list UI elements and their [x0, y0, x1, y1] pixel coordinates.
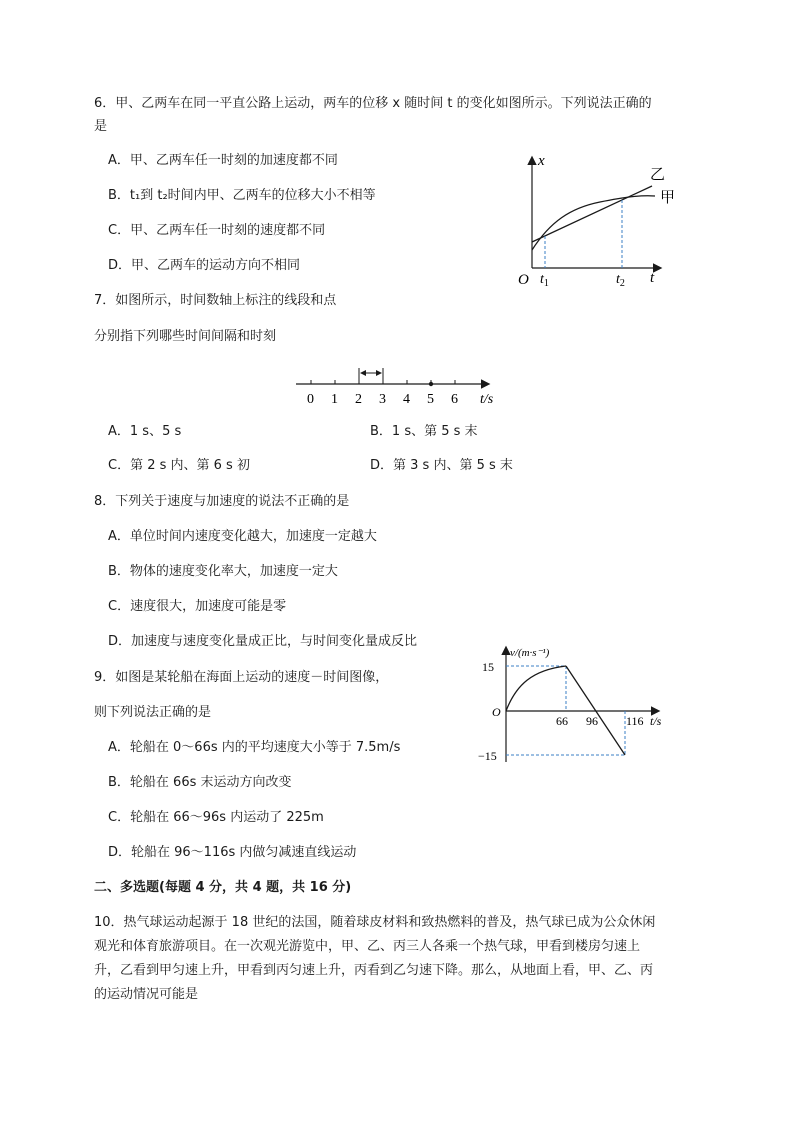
q6-xt-graph — [510, 150, 685, 290]
q10-line2: 观光和体育旅游项目。在一次观光游览中，甲、乙、丙三人各乘一个热气球，甲看到楼房匀速上 — [94, 939, 641, 954]
q6-curve-jia — [532, 196, 655, 250]
q9-vt-graph — [470, 640, 680, 770]
q9-x66-label: 66 — [556, 714, 568, 728]
q8-option-b: B．物体的速度变化率大，加速度一定大 — [108, 564, 338, 579]
q9-yneg15-label: −15 — [478, 749, 497, 763]
q10-line3: 升，乙看到甲匀速上升，甲看到丙匀速上升，丙看到乙匀速下降。那么，从地面上看，甲、乙、丙 — [94, 963, 654, 978]
q9-y15-label: 15 — [482, 660, 494, 674]
q9-stem-line1: 9．如图是某轮船在海面上运动的速度－时间图像， — [94, 670, 389, 685]
q6-label-jia: 甲 — [660, 190, 676, 206]
q7-tick-label-5: 5 — [427, 392, 434, 407]
q7-stem-line1: 7．如图所示，时间数轴上标注的线段和点 — [94, 293, 337, 308]
q9-option-c: C．轮船在 66～96s 内运动了 225m — [108, 810, 324, 825]
q9-t-label: t/s — [650, 714, 662, 728]
q9-option-a: A．轮船在 0～66s 内的平均速度大小等于 7.5m/s — [108, 740, 401, 755]
q6-stem-line2: 是 — [94, 119, 108, 134]
q7-tick-label-2: 2 — [355, 392, 362, 407]
q6-label-yi: 乙 — [650, 167, 666, 183]
q6-option-a: A．甲、乙两车任一时刻的加速度都不同 — [108, 153, 338, 168]
q8-stem: 8．下列关于速度与加速度的说法不正确的是 — [94, 494, 350, 509]
q7-option-d: D．第 3 s 内、第 5 s 末 — [370, 458, 513, 473]
q9-v-label: v/(m·s⁻¹) — [510, 647, 550, 659]
q6-t1-label: $t_1$ — [540, 272, 549, 289]
q7-point-5 — [429, 382, 433, 386]
q6-origin-label: O — [518, 272, 529, 288]
q7-axis-unit: t/s — [480, 392, 494, 407]
q8-option-a: A．单位时间内速度变化越大，加速度一定越大 — [108, 529, 377, 544]
q7-tick-label-3: 3 — [379, 392, 386, 407]
q6-option-c: C．甲、乙两车任一时刻的速度都不同 — [108, 223, 326, 238]
q6-t-label: t — [650, 270, 655, 286]
q7-time-axis — [290, 358, 510, 408]
q7-option-c: C．第 2 s 内、第 6 s 初 — [108, 458, 250, 473]
q9-x96-label: 96 — [586, 714, 598, 728]
q9-stem-line2: 则下列说法正确的是 — [94, 705, 212, 720]
q7-tick-label-0: 0 — [307, 392, 314, 407]
q8-option-d: D．加速度与速度变化量成正比，与时间变化量成反比 — [108, 634, 418, 649]
q9-curve-accel — [506, 666, 566, 711]
q7-stem-line2: 分别指下列哪些时间间隔和时刻 — [94, 329, 277, 344]
q6-option-b: B．t₁到 t₂时间内甲、乙两车的位移大小不相等 — [108, 188, 376, 203]
q8-option-c: C．速度很大，加速度可能是零 — [108, 599, 287, 614]
section-2-title: 二、多选题(每题 4 分，共 4 题，共 16 分) — [94, 880, 352, 895]
q6-x-label: x — [538, 153, 545, 169]
q7-tick-label-1: 1 — [331, 392, 338, 407]
q6-line-yi — [532, 186, 652, 242]
q9-origin-label: O — [492, 705, 501, 719]
q10-line4: 的运动情况可能是 — [94, 987, 199, 1002]
q6-stem-line1: 6．甲、乙两车在同一平直公路上运动，两车的位移 x 随时间 t 的变化如图所示。下列说法正确的 — [94, 96, 652, 111]
q9-option-d: D．轮船在 96～116s 内做匀减速直线运动 — [108, 845, 357, 860]
q9-x116-label: 116 — [626, 714, 644, 728]
q7-option-b: B．1 s、第 5 s 末 — [370, 424, 478, 439]
q10-line1: 10．热气球运动起源于 18 世纪的法国，随着球皮材料和致热燃料的普及，热气球已成为公众休闲 — [94, 915, 656, 930]
q6-option-d: D．甲、乙两车的运动方向不相同 — [108, 258, 301, 273]
q7-tick-label-4: 4 — [403, 392, 410, 407]
q7-tick-label-6: 6 — [451, 392, 458, 407]
q6-t2-label: $t_2$ — [616, 272, 625, 289]
q7-option-a: A．1 s、5 s — [108, 424, 182, 439]
q9-option-b: B．轮船在 66s 末运动方向改变 — [108, 775, 292, 790]
